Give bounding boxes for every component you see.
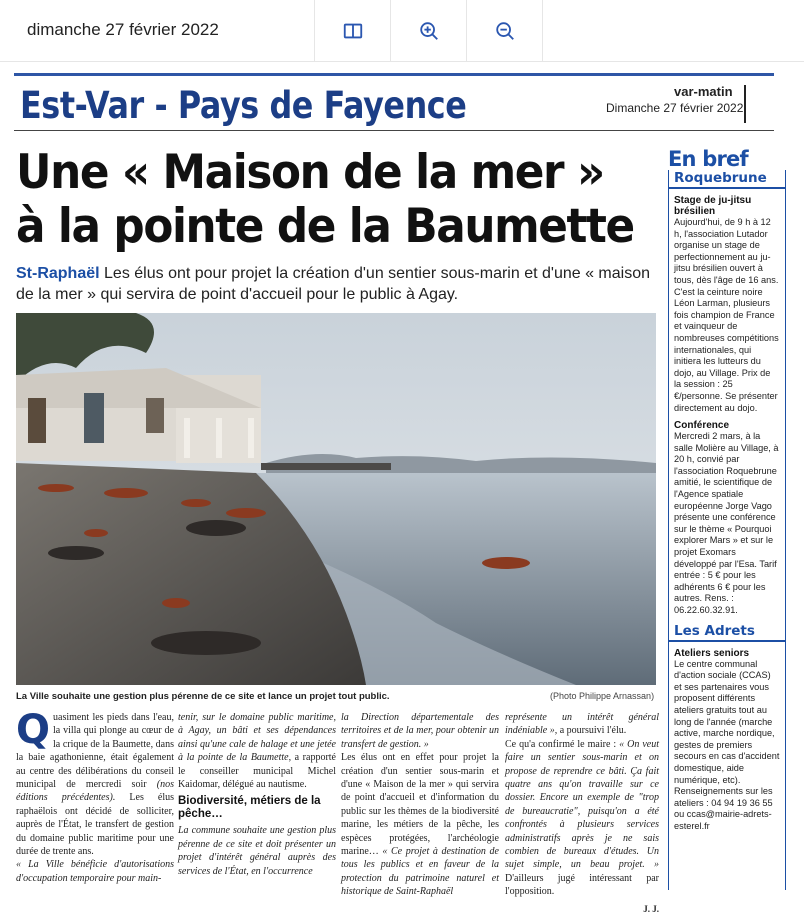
zoom-in-icon: [418, 20, 440, 42]
article-signature: J. J.: [643, 903, 659, 914]
newspaper-page: [14, 70, 790, 914]
page-view-button[interactable]: [314, 0, 390, 62]
drop-cap: Q: [16, 707, 51, 753]
article-lead: [16, 263, 656, 305]
col1-text-1-italic: (nos éditions précédentes).: [16, 779, 174, 804]
sidebar-section-adrets: Les Adrets: [669, 623, 785, 642]
toolbar-divider: [542, 0, 543, 62]
col1-text-2: Les élus raphaëlois ont décidé de solliciter, auprès de l'État, le transfert de gestion du domaine public maritime pour une durée de trente ans.: [16, 792, 175, 858]
article-subhead: Biodiversité, métiers de la pêche…: [178, 795, 321, 821]
col4-text-1b: a poursuivi l'élu.: [559, 725, 627, 737]
headline-line-1: Une « Maison de la mer »: [16, 145, 604, 200]
col3-text-1: la Direction départementale des territoires et de la mer, pour obtenir un transfert de gestion. »: [341, 712, 499, 750]
zoom-out-button[interactable]: [466, 0, 542, 62]
zoom-out-icon: [494, 20, 516, 42]
col3-text-3: « Ce projet à destination de tous les publics et en faveur de la protection du patrimoine naturel et historique de Saint-Raphaël: [341, 846, 499, 898]
col2-text-3: La commune souhaite une gestion plus pérenne de ce site et doit présenter un projet d'intérêt général auprès des services de l'État, en l'occurrence: [178, 825, 336, 877]
book-open-icon: [342, 20, 364, 42]
col2-text-1: tenir, sur le domaine public maritime, à Agay, un bâti et ses dépendances ainsi qu'une cale de halage et une jetée à la pointe de la Baumette,: [178, 712, 336, 764]
en-bref-sidebar: [668, 148, 786, 890]
newspaper-brand: var-matin: [674, 84, 733, 99]
page-date: Dimanche 27 février 2022: [606, 101, 744, 115]
photo-credit: (Photo Philippe Arnassan): [550, 691, 655, 701]
lead-city: St-Raphaël: [16, 265, 100, 282]
article-column-1: [16, 707, 175, 885]
section-title: Est-Var - Pays de Fayence: [20, 84, 467, 127]
article-headline: [16, 146, 666, 254]
col4-text-1: représente un intérêt général indéniable »,: [505, 712, 659, 737]
article-column-2: [178, 711, 336, 878]
brief-text-seniors: Le centre communal d'action sociale (CCAS) et ses partenaires vous proposent différents ateliers gratuits tout au long de l'année (marche active, marche nordique, gestes de premiers secours en cas d'accident domestique, aide numérique, etc). Renseignements sur les ateliers : 04 94 19 36 55 ou ccas@mairie-adrets-esterel.fr: [674, 658, 780, 831]
zoom-in-button[interactable]: [390, 0, 466, 62]
col4-text-2-italic: « On veut faire un sentier sous-marin et on propose de reprendre ce bâti. Ça fait quatre ans qu'on travaille sur ce dossier. Encore un exemple de "trop de bureaucratie", puisqu'on a été confrontés à plusieurs services administratifs après je ne sais combien de bureaux d'études. Un sujet simple, un beau projet. »: [505, 738, 660, 871]
header-rule: [14, 130, 774, 131]
brief-heading-seniors: Ateliers seniors: [674, 647, 750, 659]
brief-heading-jujitsu: Stage de ju-jitsu brésilien: [674, 195, 752, 217]
brand-rule: [744, 85, 746, 123]
col4-text-2: Ce qu'a confirmé le maire :: [505, 738, 617, 750]
reader-toolbar: [0, 0, 804, 62]
col2-text-2: a rapporté le conseiller municipal Michel Kaidomar, délégué au nautisme.: [178, 752, 336, 791]
seaside-villa-image: [16, 313, 656, 685]
lead-text: Les élus ont pour projet la création d'un sentier sous-marin et d'une « maison de la mer » qui servira de point d'accueil pour le public à Agay.: [16, 265, 651, 303]
photo-caption: La Ville souhaite une gestion plus pérenne de ce site et lance un projet tout public.: [16, 691, 390, 702]
col1-text-3: « La Ville bénéficie d'autorisations d'occupation temporaire pour main-: [16, 859, 174, 884]
sidebar-section-roquebrune: Roquebrune: [669, 170, 785, 189]
brief-text-jujitsu: Aujourd'hui, de 9 h à 12 h, l'association Lutador organise un stage de perfectionnement au ju-jitsu brésilien ouvert à tous, dès l'âge de 16 ans. C'est la ceinture noire Léon Larman, plusieurs fois champion de France et vainqueur de nombreuses compétitions internationales, qui initiera les lutteurs du dojo, au Village. Prix de la session : 25 €/personne. Se présenter directement au dojo.: [674, 217, 779, 413]
brief-text-conference: Mercredi 2 mars, à la salle Molière au Village, à 20 h, convié par l'association Roquebrune amitié, le scientifique de l'Agence spatiale européenne Jorge Vago présente une conférence sur le thème « Pourquoi explorer Mars » et sur le projet Exomars développé par l'Esa. Tarif entrée : 5 € pour les adhérents 6 € pour les autres. Rens. : 06.22.60.32.91.: [674, 431, 779, 615]
sidebar-title: En bref: [668, 147, 748, 171]
page-top-rule: [14, 73, 774, 76]
headline-line-2: à la pointe de la Baumette: [16, 199, 634, 254]
article-photo: [16, 313, 656, 685]
sidebar-box: [668, 170, 786, 890]
col4-text-3: D'ailleurs jugé intéressant par l'opposition.: [505, 872, 659, 898]
brief-heading-conference: Conférence: [674, 420, 730, 432]
col1-text-1: uasiment les pieds dans l'eau, la villa qui plonge au cœur de la crique de la Baumette, dans la baie agathonienne, était également au centre des délibérations du conseil municipal de mercredi soir: [16, 712, 174, 791]
issue-date-label: dimanche 27 février 2022: [27, 20, 219, 39]
article-column-4: [505, 711, 659, 916]
col3-text-2: Les élus ont en effet pour projet la création d'un sentier sous-marin et d'une « Maison de la mer » qui servira de point d'accueil et d'information du public sur les thèmes de la biodiversité marine, les métiers de la pêche, les espèces protégées, l'archéologie marine…: [341, 752, 499, 858]
article-column-3: [341, 711, 499, 899]
